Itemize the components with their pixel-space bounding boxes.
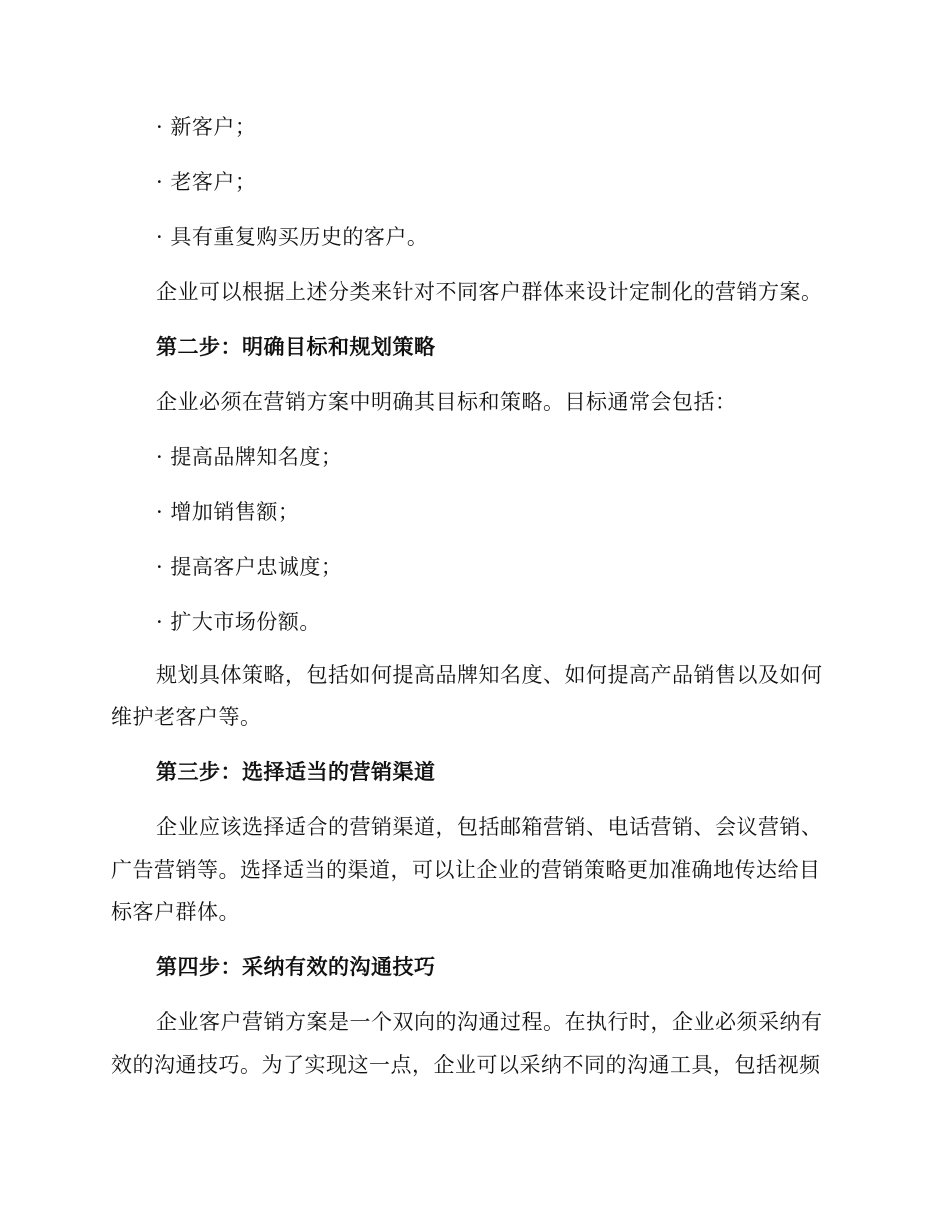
bullet-loyalty: · 提高客户忠诚度； xyxy=(156,555,343,579)
paragraph-goals-intro: 企业必须在营销方案中明确其目标和策略。目标通常会包括： xyxy=(156,390,737,414)
paragraph-channels-line-1: 企业应该选择适合的营销渠道，包括邮箱营销、电话营销、会议营销、 xyxy=(156,815,823,839)
bullet-repeat-customer: · 具有重复购买历史的客户。 xyxy=(156,225,429,249)
bullet-market-share: · 扩大市场份额。 xyxy=(156,610,321,634)
heading-step-4: 第四步：采纳有效的沟通技巧 xyxy=(156,954,436,979)
paragraph-channels-line-2: 广告营销等。选择适当的渠道，可以让企业的营销策略更加准确地传达给目 xyxy=(111,858,821,882)
heading-step-2: 第二步：明确目标和规划策略 xyxy=(156,334,436,359)
paragraph-strategy-line-1: 规划具体策略，包括如何提高品牌知名度、如何提高产品销售以及如何 xyxy=(156,663,823,687)
paragraph-communication-line-1: 企业客户营销方案是一个双向的沟通过程。在执行时，企业必须采纳有 xyxy=(156,1010,823,1034)
heading-step-3: 第三步：选择适当的营销渠道 xyxy=(156,759,436,784)
paragraph-communication-line-2: 效的沟通技巧。为了实现这一点，企业可以采纳不同的沟通工具，包括视频 xyxy=(111,1053,821,1077)
paragraph-strategy-line-2: 维护老客户等。 xyxy=(111,705,262,729)
bullet-new-customer: · 新客户； xyxy=(156,115,257,139)
paragraph-segmentation: 企业可以根据上述分类来针对不同客户群体来设计定制化的营销方案。 xyxy=(156,280,823,304)
bullet-sales: · 增加销售额； xyxy=(156,500,300,524)
bullet-brand-awareness: · 提高品牌知名度； xyxy=(156,445,343,469)
bullet-old-customer: · 老客户； xyxy=(156,170,257,194)
paragraph-channels-line-3: 标客户群体。 xyxy=(111,900,240,924)
